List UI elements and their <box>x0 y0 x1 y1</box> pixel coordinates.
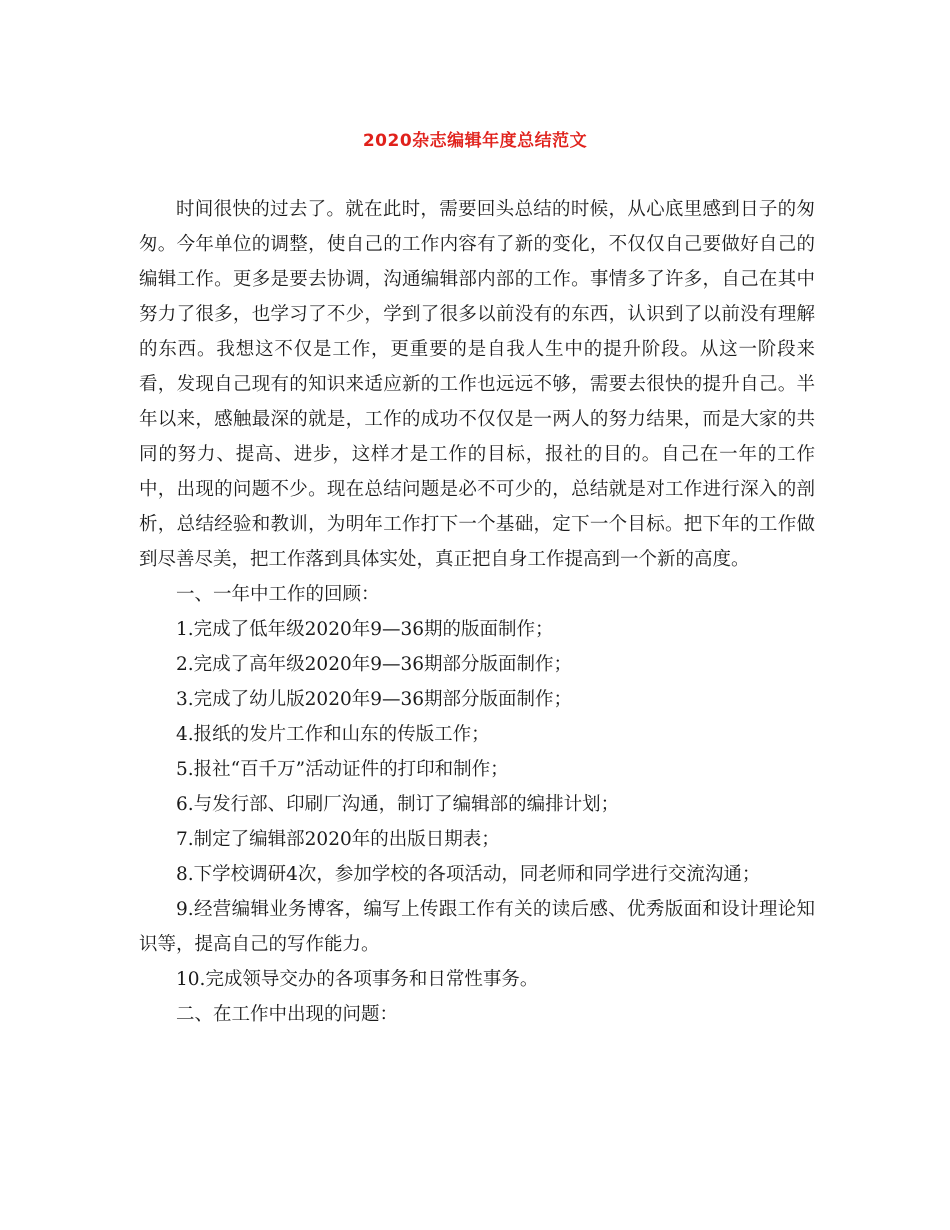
list-item: 1.完成了低年级2020年9—36期的版面制作； <box>176 619 554 640</box>
section-heading-problems: 二、在工作中出现的问题： <box>176 1004 399 1025</box>
intro-paragraph: 时间很快的过去了。就在此时，需要回头总结的时候，从心底里感到日子的匆匆。今年单位的调整，使自己的工作内容有了新的变化，不仅仅自己要做好自己的编辑工作。更多是要去协调，沟通编辑部内部的工作。事情多了许多，自己在其中努力了很多，也学习了不少，学到了很多以前没有的东西，认识到了以前没有理解的东西。我想这不仅是工作，更重要的是自我人生中的提升阶段。从这一阶段来看，发现自己现有的知识来适应新的工作也远远不够，需要去很快的提升自己。半年以来，感触最深的就是，工作的成功不仅仅是一两人的努力结果，而是大家的共同的努力、提高、进步，这样才是工作的目标，报社的目的。自己在一年的工作中，出现的问题不少。现在总结问题是必不可少的，总结就是对工作进行深入的剖析，总结经验和教训，为明年工作打下一个基础，定下一个目标。把下年的工作做到尽善尽美，把工作落到具体实处，真正把自身工作提高到一个新的高度。 <box>139 199 815 570</box>
list-item: 5.报社“百千万”活动证件的打印和制作； <box>176 759 509 780</box>
list-item: 7.制定了编辑部2020年的出版日期表； <box>176 829 500 850</box>
list-item: 9.经营编辑业务博客，编写上传跟工作有关的读后感、优秀版面和设计理论知识等，提高自己的写作能力。 <box>139 899 815 955</box>
list-item: 2.完成了高年级2020年9—36期部分版面制作； <box>176 654 573 675</box>
list-item: 6.与发行部、印刷厂沟通，制订了编辑部的编排计划； <box>176 794 620 815</box>
document-title: 2020杂志编辑年度总结范文 <box>362 131 588 151</box>
document-body <box>139 192 815 1032</box>
list-item: 4.报纸的发片工作和山东的传版工作； <box>176 724 490 745</box>
section-heading-review: 一、一年中工作的回顾： <box>176 584 380 605</box>
list-item: 10.完成领导交办的各项事务和日常性事务。 <box>176 969 539 990</box>
list-item: 8.下学校调研4次，参加学校的各项活动，同老师和同学进行交流沟通； <box>176 864 761 885</box>
list-item: 3.完成了幼儿版2020年9—36期部分版面制作； <box>176 689 573 710</box>
